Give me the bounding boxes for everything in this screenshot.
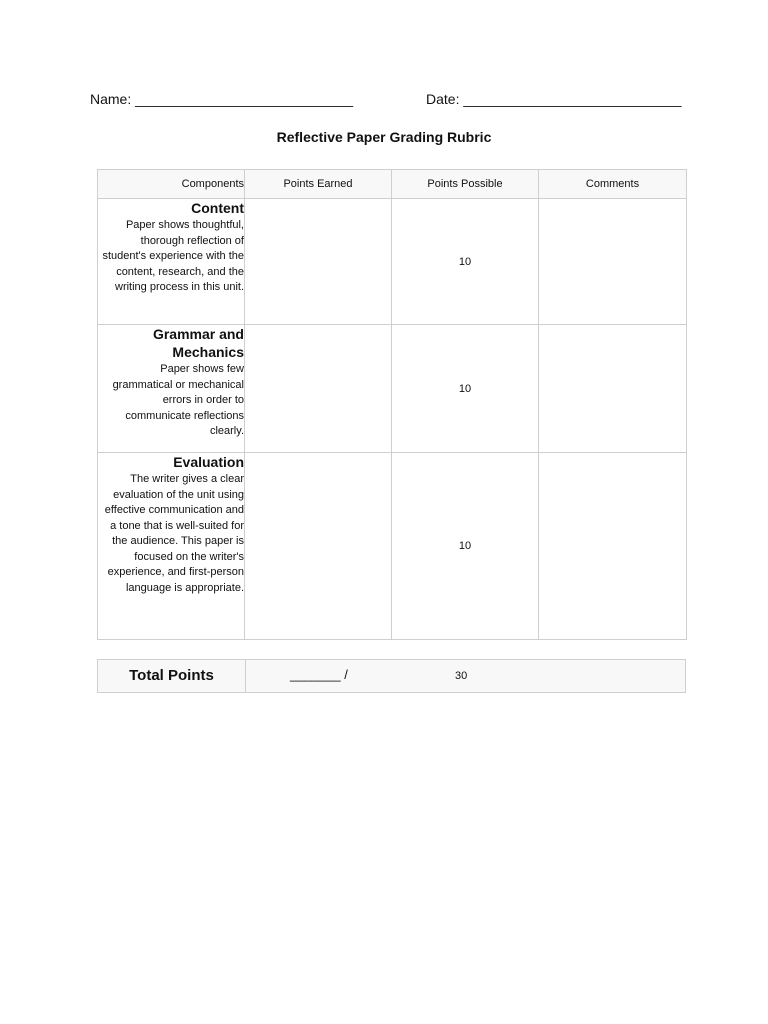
component-description: The writer gives a clear evaluation of the unit using effective communication and a tone that is well-suited for the audience. This paper is focused on the writer's experience, and first-person language is appropriate. bbox=[104, 473, 244, 594]
total-points-possible: 30 bbox=[455, 670, 468, 682]
comments-cell bbox=[539, 199, 687, 325]
total-points-row bbox=[97, 659, 686, 693]
points-earned-cell bbox=[245, 325, 392, 453]
page-title: Reflective Paper Grading Rubric bbox=[276, 129, 492, 145]
component-cell bbox=[98, 325, 245, 453]
table-row bbox=[98, 453, 687, 640]
date-field-line: Date: ____________________________ bbox=[426, 91, 682, 107]
component-title: Content bbox=[191, 200, 244, 216]
table-header-row bbox=[98, 170, 687, 199]
points-possible-cell: 10 bbox=[392, 453, 539, 640]
table-row bbox=[98, 325, 687, 453]
points-possible-cell: 10 bbox=[392, 199, 539, 325]
points-possible-cell: 10 bbox=[392, 325, 539, 453]
column-header-points-earned: Points Earned bbox=[245, 170, 392, 199]
rubric-table bbox=[97, 169, 687, 640]
points-earned-cell bbox=[245, 453, 392, 640]
comments-cell bbox=[539, 325, 687, 453]
comments-cell bbox=[539, 453, 687, 640]
component-description: Paper shows few grammatical or mechanical errors in order to communicate reflections clearly. bbox=[112, 363, 244, 437]
column-header-points-possible: Points Possible bbox=[392, 170, 539, 199]
total-points-label: Total Points bbox=[98, 660, 246, 692]
points-earned-cell bbox=[245, 199, 392, 325]
component-title: Evaluation bbox=[173, 454, 244, 470]
component-description: Paper shows thoughtful, thorough reflection of student's experience with the content, research, and the writing process in this unit. bbox=[102, 219, 244, 293]
total-points-blank: _______ / bbox=[290, 667, 348, 682]
component-title: Grammar and Mechanics bbox=[152, 326, 244, 360]
name-field-line: Name: ____________________________ bbox=[90, 91, 354, 107]
component-cell bbox=[98, 199, 245, 325]
component-cell bbox=[98, 453, 245, 640]
column-header-comments: Comments bbox=[539, 170, 687, 199]
column-header-components: Components bbox=[98, 170, 245, 199]
table-row bbox=[98, 199, 687, 325]
